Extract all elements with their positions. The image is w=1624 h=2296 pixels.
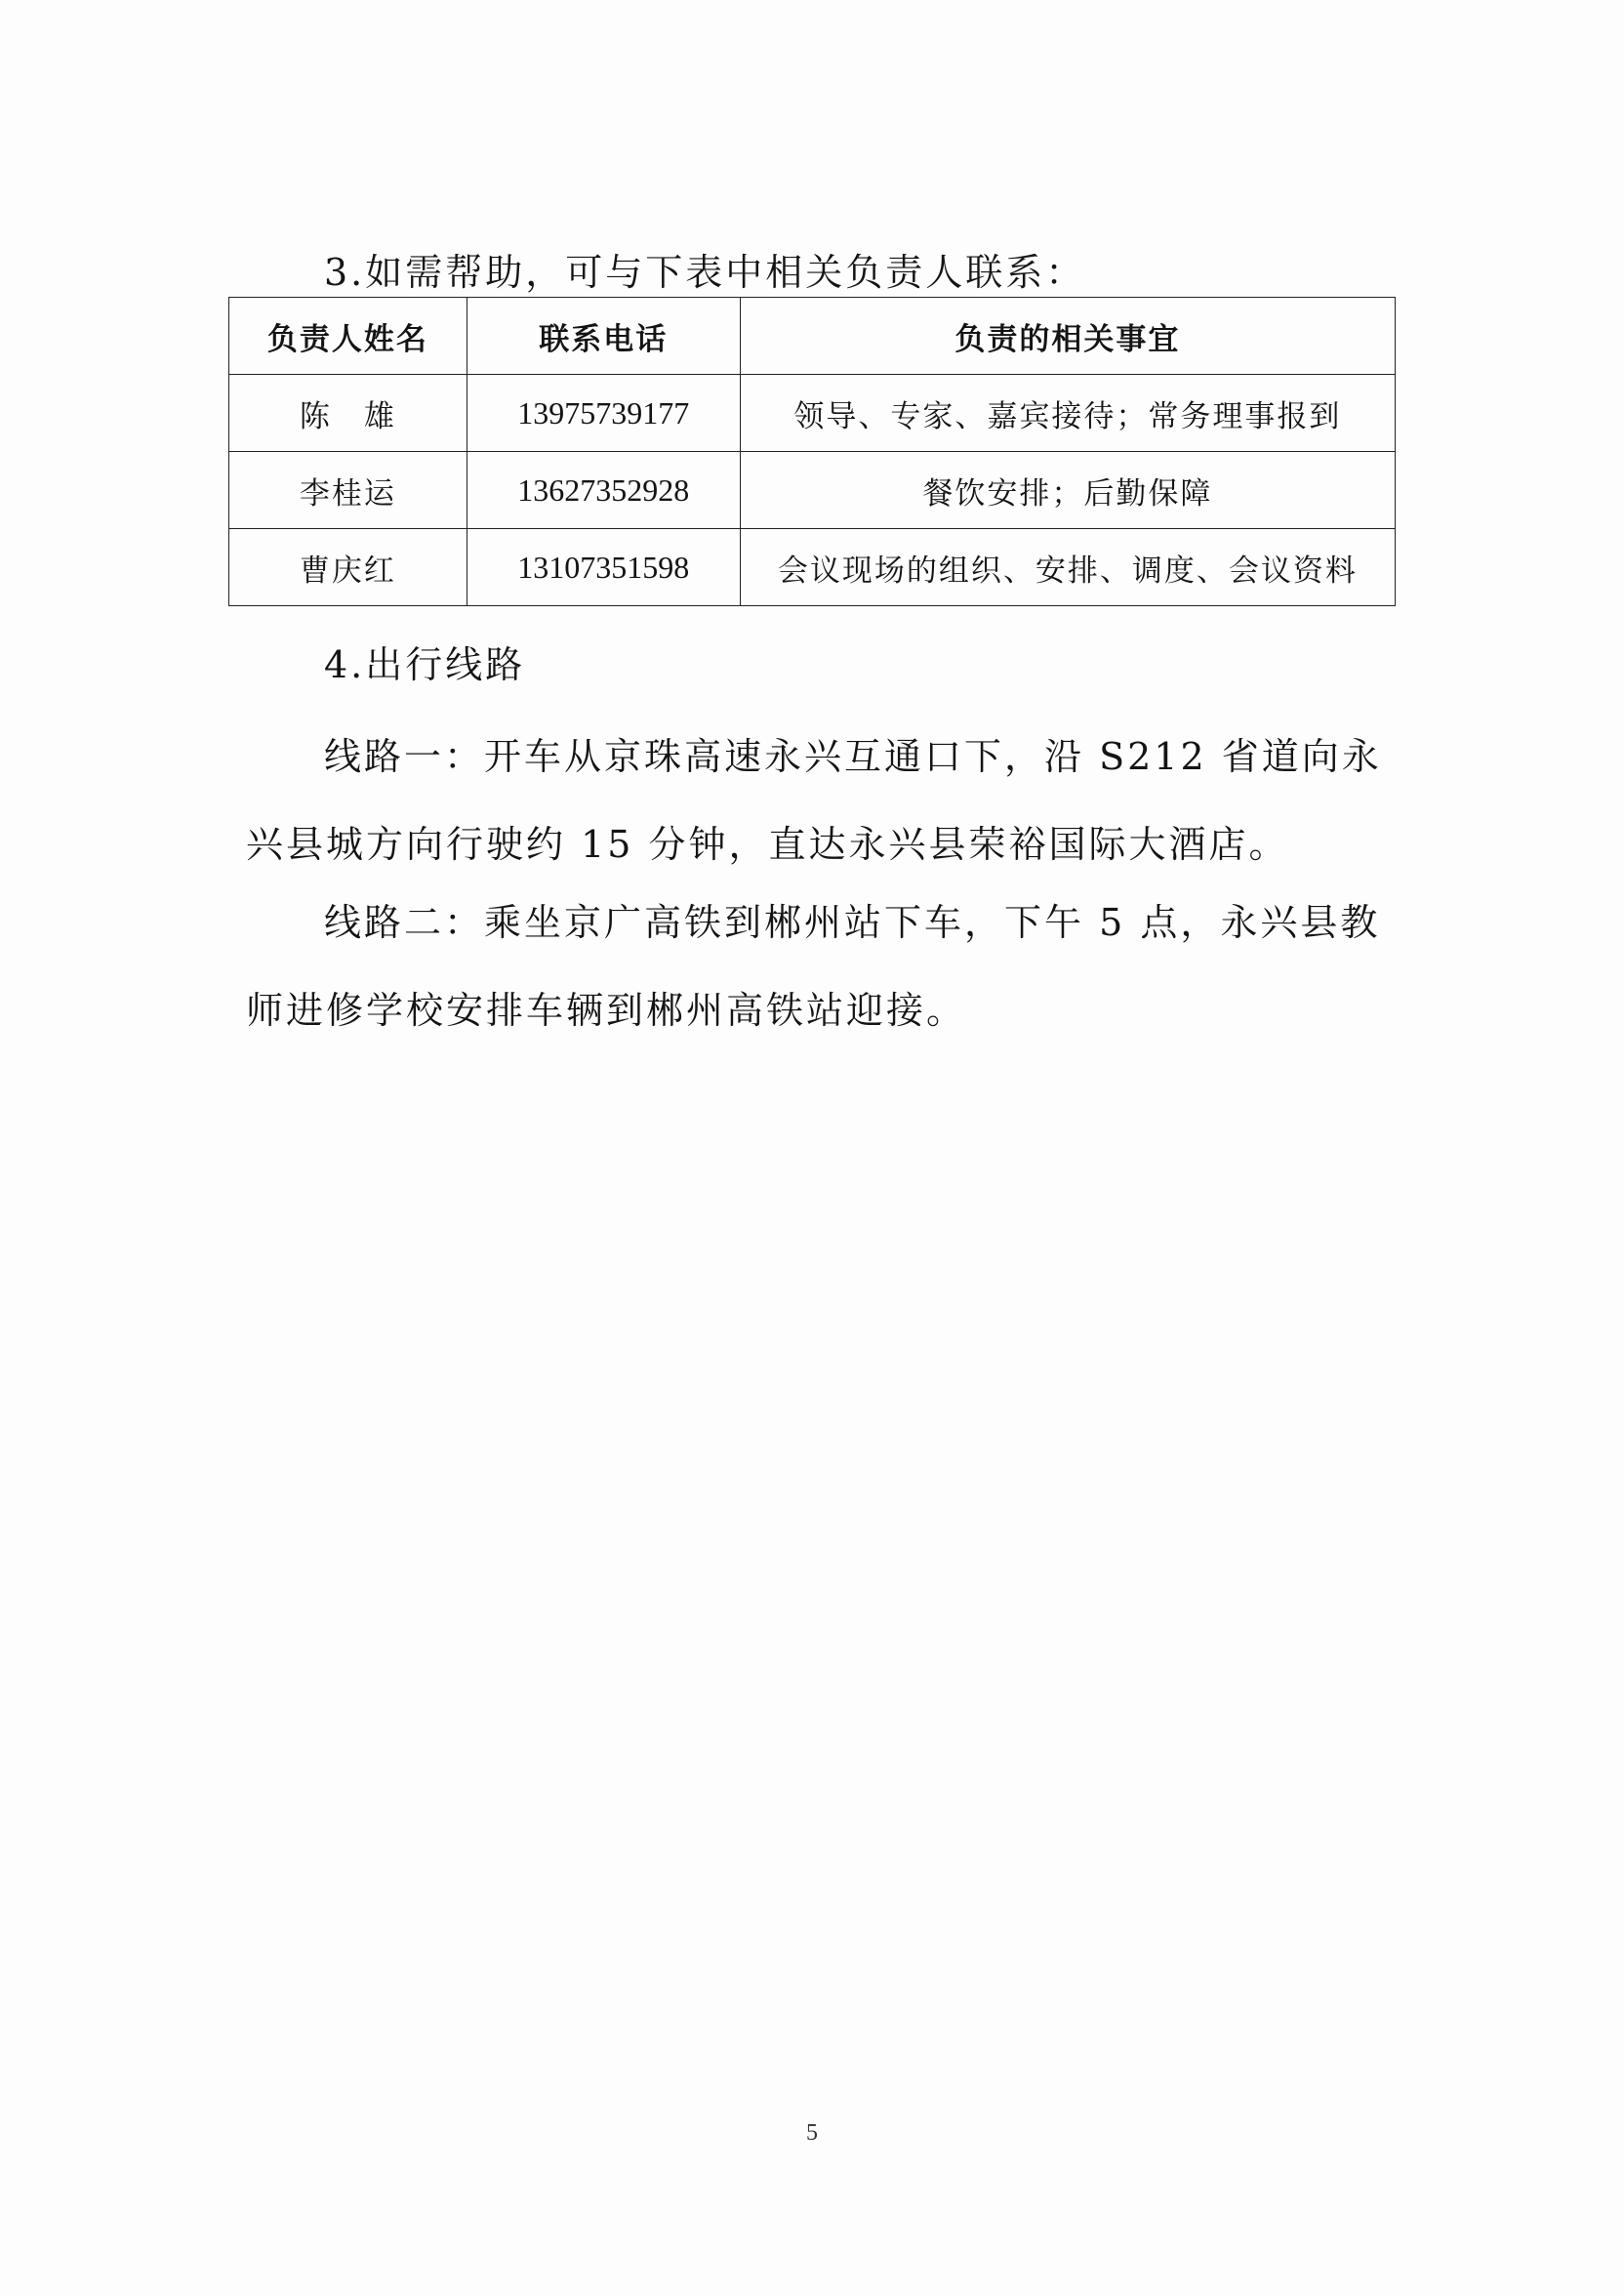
section-4-heading: 4.出行线路 xyxy=(324,643,526,686)
contact-duty: 会议现场的组织、安排、调度、会议资料 xyxy=(740,529,1395,606)
contact-name: 陈 雄 xyxy=(229,375,467,452)
contacts-table xyxy=(228,297,1396,606)
header-phone: 联系电话 xyxy=(467,298,740,375)
table-row xyxy=(229,529,1396,606)
route-one-paragraph: 线路一：开车从京珠高速永兴互通口下，沿 S212 省道向永兴县城方向行驶约 15 分钟，直达永兴县荣裕国际大酒店。 xyxy=(246,735,1382,866)
contact-phone: 13975739177 xyxy=(467,375,740,452)
contact-phone: 13107351598 xyxy=(467,529,740,606)
contact-name: 曹庆红 xyxy=(229,529,467,606)
table-header-row xyxy=(229,298,1396,375)
section-3-heading: 3.如需帮助，可与下表中相关负责人联系： xyxy=(324,251,1086,294)
table-row xyxy=(229,452,1396,529)
contact-name: 李桂运 xyxy=(229,452,467,529)
page-number: 5 xyxy=(806,2120,818,2146)
table-row xyxy=(229,375,1396,452)
header-duty: 负责的相关事宜 xyxy=(740,298,1395,375)
route-two-paragraph: 线路二：乘坐京广高铁到郴州站下车，下午 5 点，永兴县教师进修学校安排车辆到郴州高铁站迎接。 xyxy=(246,901,1381,1032)
contact-duty: 餐饮安排；后勤保障 xyxy=(740,452,1395,529)
contact-phone: 13627352928 xyxy=(467,452,740,529)
contact-duty: 领导、专家、嘉宾接待；常务理事报到 xyxy=(740,375,1395,452)
header-name: 负责人姓名 xyxy=(229,298,467,375)
